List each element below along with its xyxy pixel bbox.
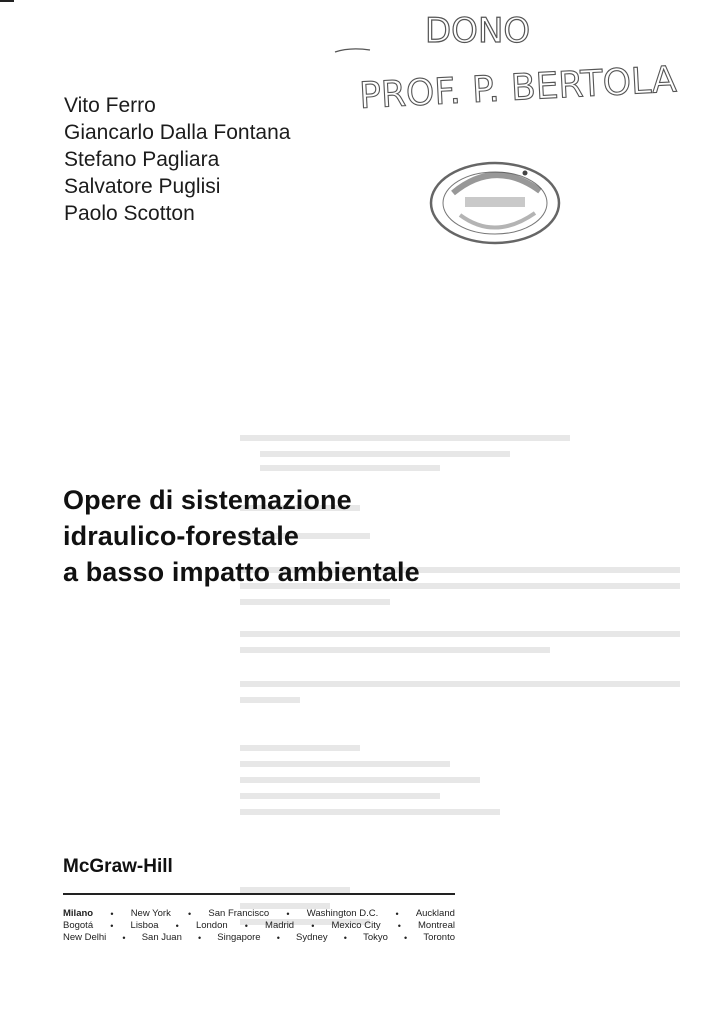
- city: Sydney: [295, 932, 328, 943]
- separator: •: [244, 921, 248, 931]
- city-row: [63, 920, 455, 932]
- separator: •: [397, 921, 401, 931]
- city: Madrid: [265, 920, 295, 931]
- separator: •: [286, 909, 290, 919]
- separator: •: [110, 909, 114, 919]
- author-list: [64, 92, 290, 227]
- separator: •: [122, 933, 126, 943]
- author-name: Giancarlo Dalla Fontana: [64, 121, 291, 144]
- author-name: Salvatore Puglisi: [64, 175, 221, 198]
- city: Montreal: [418, 920, 455, 931]
- library-stamp: [425, 153, 565, 253]
- separator: •: [395, 909, 399, 919]
- publisher-name: McGraw-Hill: [63, 856, 173, 877]
- author-name: Paolo Scotton: [64, 202, 195, 225]
- city: Washington D.C.: [306, 908, 379, 919]
- handwritten-dedication: [330, 0, 700, 130]
- city: Toronto: [423, 932, 455, 943]
- publisher-cities: [63, 908, 455, 944]
- author-name: Vito Ferro: [64, 94, 156, 117]
- separator: •: [175, 921, 179, 931]
- book-title: [63, 482, 420, 590]
- city: Bogotá: [63, 920, 94, 931]
- separator: •: [311, 921, 315, 931]
- title-line: idraulico-forestale: [63, 521, 299, 551]
- author-name: Stefano Pagliara: [64, 148, 220, 171]
- city: Singapore: [217, 932, 261, 943]
- city: New Delhi: [63, 932, 107, 943]
- separator: •: [110, 921, 114, 931]
- city: London: [195, 920, 228, 931]
- separator: •: [276, 933, 280, 943]
- page-edge-mark: [0, 0, 14, 2]
- city: New York: [130, 908, 171, 919]
- separator: •: [188, 909, 192, 919]
- handwritten-line-1: DONO: [425, 11, 531, 51]
- title-line: Opere di sistemazione: [63, 485, 352, 515]
- city: Milano: [63, 908, 94, 919]
- separator: •: [197, 933, 202, 943]
- publisher-rule: [63, 893, 455, 895]
- city: San Francisco: [208, 908, 270, 919]
- city: San Juan: [141, 932, 182, 943]
- city-row: [63, 932, 455, 944]
- city: Lisboa: [130, 920, 159, 931]
- handwritten-line-2: PROF. P. BERTOLA: [358, 59, 678, 117]
- city-row: [63, 908, 455, 920]
- separator: •: [404, 933, 408, 943]
- city: Tokyo: [363, 932, 388, 943]
- separator: •: [343, 933, 347, 943]
- title-line: a basso impatto ambientale: [63, 557, 420, 587]
- city: Auckland: [415, 908, 455, 919]
- city: Mexico City: [331, 920, 381, 931]
